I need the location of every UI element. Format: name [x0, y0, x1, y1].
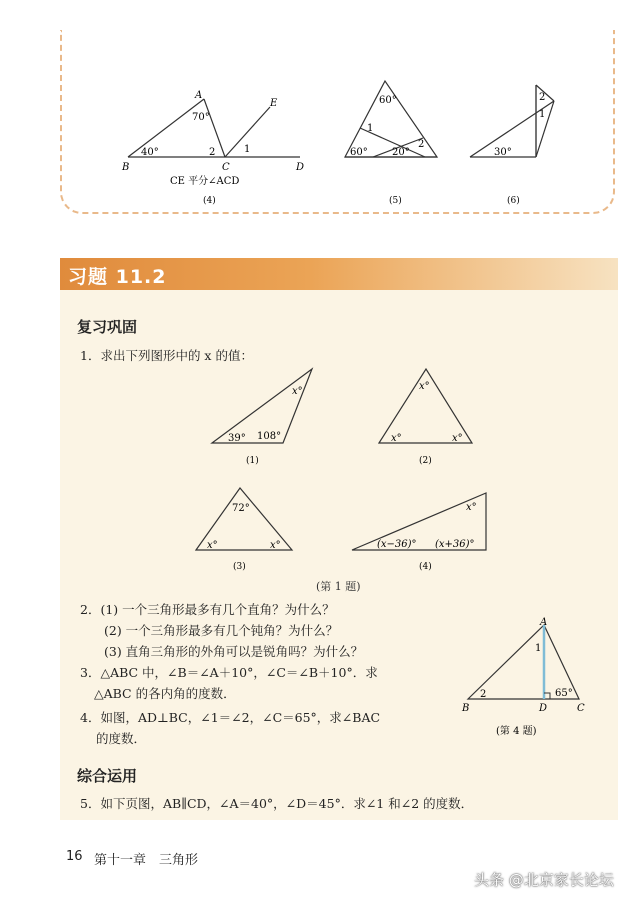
- q4-caption: (第 4 题): [496, 726, 537, 737]
- q4-label-c: C: [577, 703, 585, 714]
- q1-fig4-x: x°: [466, 502, 477, 513]
- question-1-figures: [0, 360, 640, 600]
- fig4-label-a: A: [195, 90, 203, 101]
- q1-fig3-left: x°: [207, 540, 218, 551]
- fig4-label-e: E: [270, 98, 278, 109]
- q1-fig1-caption: (1): [246, 456, 259, 466]
- q1-fig4-left: (x−36)°: [377, 539, 417, 550]
- question-2-line-2: (2) 一个三角形最多有几个钝角？为什么？: [104, 623, 339, 638]
- fig5-mark-1: 1: [367, 123, 374, 134]
- exercise-title: 习题 11.2: [68, 266, 167, 288]
- top-figures: [0, 0, 640, 230]
- watermark: 头条 @北京家长论坛: [474, 871, 614, 889]
- fig4-mark-1: 1: [244, 144, 251, 155]
- q1-fig2-caption: (2): [419, 456, 432, 466]
- fig6-mark-1: 1: [539, 109, 546, 120]
- fig5-mark-2: 2: [418, 139, 425, 150]
- q4-label-b: B: [462, 703, 470, 714]
- q1-fig3-caption: (3): [233, 562, 246, 572]
- fig4-angle-a: 70°: [192, 112, 210, 123]
- fig4-label-c: C: [222, 162, 230, 173]
- q1-fig4-caption: (4): [419, 562, 432, 572]
- question-1-text: 1．求出下列图形中的 x 的值：: [80, 348, 253, 363]
- question-3-line-2: △ABC 的各内角的度数．: [94, 686, 236, 701]
- question-2-line-1: 2．(1) 一个三角形最多有几个直角？为什么？: [80, 602, 335, 617]
- question-5-text: 5．如下页图，AB∥CD，∠A＝40°，∠D＝45°．求∠1 和∠2 的度数．: [80, 796, 474, 811]
- fig6-angle: 30°: [494, 147, 512, 158]
- q4-mark-1: 1: [535, 643, 542, 654]
- q1-fig2-right: x°: [452, 433, 463, 444]
- q4-mark-2: 2: [480, 689, 487, 700]
- chapter-title: 第十一章 三角形: [94, 853, 199, 868]
- q4-label-a: A: [540, 617, 548, 628]
- question-2-line-3: (3) 直角三角形的外角可以是锐角吗？为什么？: [104, 644, 364, 659]
- q1-fig1-angle-b: 108°: [257, 431, 282, 442]
- fig4-caption: (4): [203, 196, 216, 206]
- fig4-angle-b: 40°: [141, 147, 159, 158]
- q4-angle-c: 65°: [555, 688, 573, 699]
- question-4-line-1: 4．如图，AD⊥BC，∠1＝∠2，∠C＝65°，求∠BAC: [80, 710, 381, 725]
- q1-fig2-left: x°: [391, 433, 402, 444]
- fig4-note: CE 平分∠ACD: [170, 176, 240, 187]
- question-1-caption: (第 1 题): [316, 580, 361, 593]
- section-title-review: 复习巩固: [77, 318, 138, 336]
- fig4-label-d: D: [296, 162, 305, 173]
- q4-label-d: D: [539, 703, 548, 714]
- q1-fig3-top: 72°: [232, 503, 250, 514]
- question-3-line-1: 3．△ABC 中，∠B＝∠A＋10°，∠C＝∠B＋10°．求: [80, 665, 378, 680]
- section-title-application: 综合运用: [77, 767, 138, 785]
- q1-fig1-x: x°: [292, 386, 303, 397]
- question-4-figure: [455, 615, 595, 740]
- q1-fig3-right: x°: [270, 540, 281, 551]
- page-number: 16: [66, 849, 83, 864]
- fig4-label-b: B: [122, 162, 130, 173]
- fig6-mark-2: 2: [539, 92, 546, 103]
- fig5-angle-mid: 20°: [392, 147, 410, 158]
- q1-fig4-right: (x+36)°: [435, 539, 475, 550]
- fig5-caption: (5): [389, 196, 402, 206]
- fig5-angle-top: 60°: [379, 95, 397, 106]
- fig5-angle-left: 60°: [350, 147, 368, 158]
- question-4-line-2: 的度数．: [96, 731, 147, 746]
- fig6-caption: (6): [507, 196, 520, 206]
- q1-fig2-top: x°: [419, 381, 430, 392]
- q1-fig1-angle-a: 39°: [228, 433, 246, 444]
- fig4-mark-2: 2: [209, 147, 216, 158]
